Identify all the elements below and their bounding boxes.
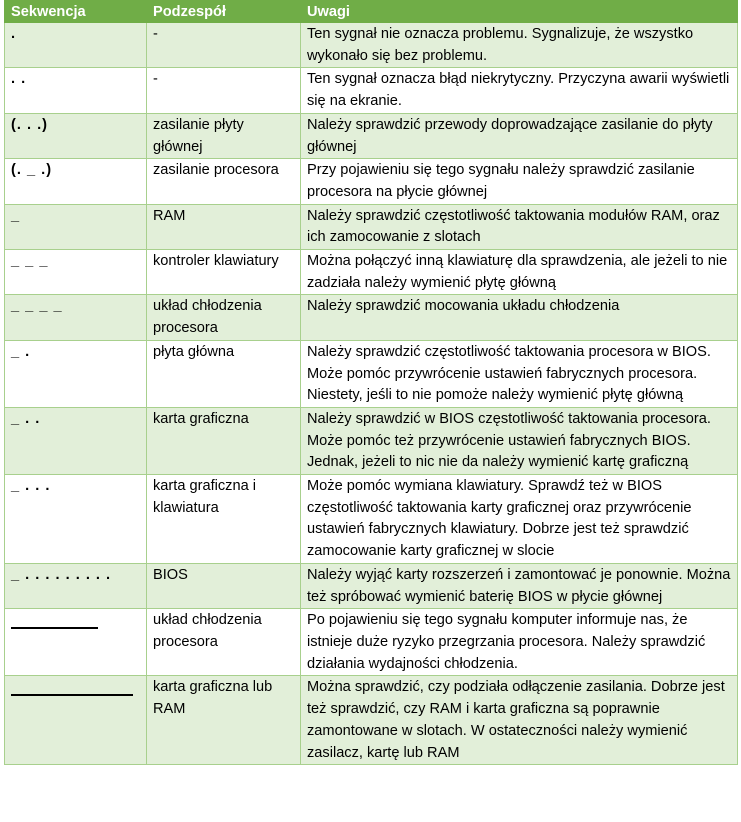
table-row [5, 68, 738, 113]
table-row [5, 250, 738, 295]
component-cell: płyta główna [147, 340, 301, 407]
sequence-cell: _ [5, 204, 147, 249]
notes-cell: Należy sprawdzić mocowania układu chłodzenia [301, 295, 738, 340]
component-cell: - [147, 68, 301, 113]
notes-cell: Należy sprawdzić częstotliwość taktowania procesora w BIOS. Może pomóc przywrócenie ustawień fabrycznych procesora. Niestety, jeśli to nie pomoże należy wymienić płytę główną [301, 340, 738, 407]
sequence-cell: _ . . [5, 407, 147, 474]
table-row [5, 609, 738, 676]
sequence-cell: _ _ _ _ [5, 295, 147, 340]
notes-cell: Można sprawdzić, czy podziała odłączenie zasilania. Dobrze jest też sprawdzić, czy RAM i karta graficzna są poprawnie zamontowane w slotach. W ostateczności należy wymienić zasilacz, kartę lub RAM [301, 676, 738, 765]
table-row [5, 113, 738, 158]
sequence-cell: (. . .) [5, 113, 147, 158]
table-row [5, 676, 738, 765]
table-header-row [5, 1, 738, 23]
header-component: Podzespół [147, 1, 301, 23]
header-sequence: Sekwencja [5, 1, 147, 23]
notes-cell: Należy sprawdzić częstotliwość taktowania modułów RAM, oraz ich zamocowanie z slotach [301, 204, 738, 249]
component-cell: karta graficzna [147, 407, 301, 474]
sequence-cell: (. _ .) [5, 159, 147, 204]
sequence-cell [5, 609, 147, 676]
sequence-cell: _ . [5, 340, 147, 407]
component-cell: zasilanie procesora [147, 159, 301, 204]
table-row [5, 159, 738, 204]
header-notes: Uwagi [301, 1, 738, 23]
notes-cell: Należy sprawdzić przewody doprowadzające zasilanie do płyty głównej [301, 113, 738, 158]
notes-cell: Należy wyjąć karty rozszerzeń i zamontować je ponownie. Można też spróbować wymienić baterię BIOS w płycie głównej [301, 563, 738, 608]
table-row [5, 475, 738, 564]
component-cell: kontroler klawiatury [147, 250, 301, 295]
sequence-cell: . [5, 23, 147, 68]
notes-cell: Po pojawieniu się tego sygnału komputer informuje nas, że istnieje duże ryzyko przegrzania procesora. Należy sprawdzić działania wydajności chłodzenia. [301, 609, 738, 676]
beep-codes-table [4, 0, 738, 765]
long-beep-line [11, 627, 98, 629]
table-row [5, 204, 738, 249]
sequence-cell: _ _ _ [5, 250, 147, 295]
component-cell: RAM [147, 204, 301, 249]
notes-cell: Może pomóc wymiana klawiatury. Sprawdź też w BIOS częstotliwość taktowania karty graficznej oraz przywrócenie ustawień fabrycznych klawiatury. Dobrze jest też sprawdzić zamocowanie karty graficznej w slocie [301, 475, 738, 564]
sequence-cell [5, 676, 147, 765]
component-cell: układ chłodzenia procesora [147, 609, 301, 676]
notes-cell: Przy pojawieniu się tego sygnału należy sprawdzić zasilanie procesora na płycie głównej [301, 159, 738, 204]
table-row [5, 563, 738, 608]
component-cell: karta graficzna lub RAM [147, 676, 301, 765]
table-row [5, 23, 738, 68]
sequence-cell: _ . . . . . . . . . [5, 563, 147, 608]
component-cell: zasilanie płyty głównej [147, 113, 301, 158]
component-cell: - [147, 23, 301, 68]
notes-cell: Należy sprawdzić w BIOS częstotliwość taktowania procesora. Może pomóc też przywrócenie ustawień fabrycznych BIOS. Jednak, jeżeli to nic nie da należy wymienić kartę graficzną [301, 407, 738, 474]
sequence-cell: _ . . . [5, 475, 147, 564]
table-row [5, 295, 738, 340]
component-cell: BIOS [147, 563, 301, 608]
notes-cell: Można połączyć inną klawiaturę dla sprawdzenia, ale jeżeli to nie zadziała należy wymienić płytę główną [301, 250, 738, 295]
notes-cell: Ten sygnał nie oznacza problemu. Sygnalizuje, że wszystko wykonało się bez problemu. [301, 23, 738, 68]
continuous-beep-line [11, 694, 133, 696]
notes-cell: Ten sygnał oznacza błąd niekrytyczny. Przyczyna awarii wyświetli się na ekranie. [301, 68, 738, 113]
sequence-cell: . . [5, 68, 147, 113]
table-row [5, 407, 738, 474]
table-row [5, 340, 738, 407]
component-cell: karta graficzna i klawiatura [147, 475, 301, 564]
component-cell: układ chłodzenia procesora [147, 295, 301, 340]
